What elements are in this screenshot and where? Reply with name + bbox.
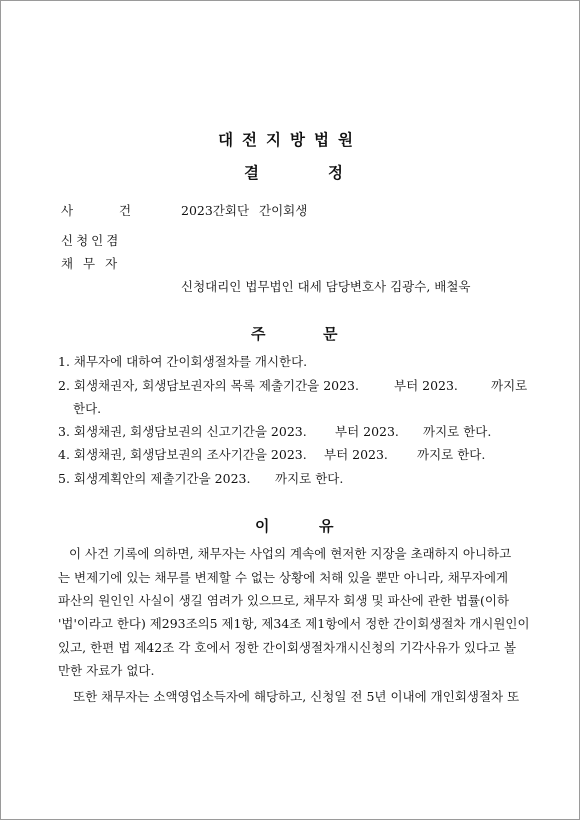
order-item-1: 1. 채무자에 대하여 간이회생절차를 개시한다.: [58, 354, 308, 369]
order-item-5: 5. 회생계획안의 제출기간을 2023.: [58, 471, 251, 486]
decision-kind-right: 정: [328, 163, 343, 182]
order-item-2-from: 부터 2023.: [394, 378, 458, 393]
reason-line-1: 이 사건 기록에 의하면, 채무자는 사업의 계속에 현저한 지장을 초래하지 아니하고: [69, 546, 512, 561]
decision-kind-left: 결: [244, 163, 259, 182]
order-item-2-until: 까지로: [491, 378, 528, 393]
reason-line-3: 파산의 원인인 사실이 생길 염려가 있으므로, 채무자 회생 및 파산에 관한 법률(이하: [58, 593, 510, 608]
case-label-left: 사: [61, 203, 74, 218]
order-item-2: 2. 회생채권자, 회생담보권자의 목록 제출기간을 2023.: [58, 378, 359, 393]
reason-heading-left: 이: [255, 517, 270, 535]
reason-line-6: 만한 자료가 없다.: [58, 663, 155, 678]
order-heading-right: 문: [323, 325, 338, 343]
order-item-3-from: 부터 2023.: [335, 424, 399, 439]
order-item-3: 3. 회생채권, 회생담보권의 신고기간을 2023.: [58, 424, 307, 439]
order-heading-left: 주: [251, 325, 266, 343]
order-item-4: 4. 회생채권, 회생담보권의 조사기간을 2023.: [58, 447, 307, 462]
reason-line-7: 또한 채무자는 소액영업소득자에 해당하고, 신청일 전 5년 이내에 개인회생절차 또: [73, 689, 520, 704]
case-name: 간이회생: [259, 203, 308, 218]
order-item-5-until: 까지로 한다.: [275, 471, 344, 486]
case-number: 2023간회단: [181, 203, 250, 218]
debtor-label: 채 무 자: [61, 256, 121, 271]
representative: 신청대리인 법무법인 대세 담당변호사 김광수, 배철욱: [181, 279, 471, 294]
applicant-label: 신청인겸: [61, 233, 122, 248]
order-item-4-from: 부터 2023.: [324, 447, 388, 462]
order-item-2-cont: 한다.: [73, 401, 102, 416]
reason-line-5: 있고, 한편 법 제42조 각 호에서 정한 간이회생절차개시신청의 기각사유가 있다고 볼: [58, 640, 517, 655]
reason-line-4: '법'이라고 한다) 제293조의5 제1항, 제34조 제1항에서 정한 간이회생절차 개시원인이: [58, 616, 530, 631]
order-item-4-until: 까지로 한다.: [417, 447, 486, 462]
reason-line-2: 는 변제기에 있는 채무를 변제할 수 없는 상황에 처해 있을 뿐만 아니라, 채무자에게: [58, 570, 509, 585]
court-name: 대전지방법원: [218, 130, 362, 149]
order-item-3-until: 까지로 한다.: [423, 424, 492, 439]
case-label-right: 건: [119, 203, 132, 218]
reason-heading-right: 유: [319, 517, 334, 535]
